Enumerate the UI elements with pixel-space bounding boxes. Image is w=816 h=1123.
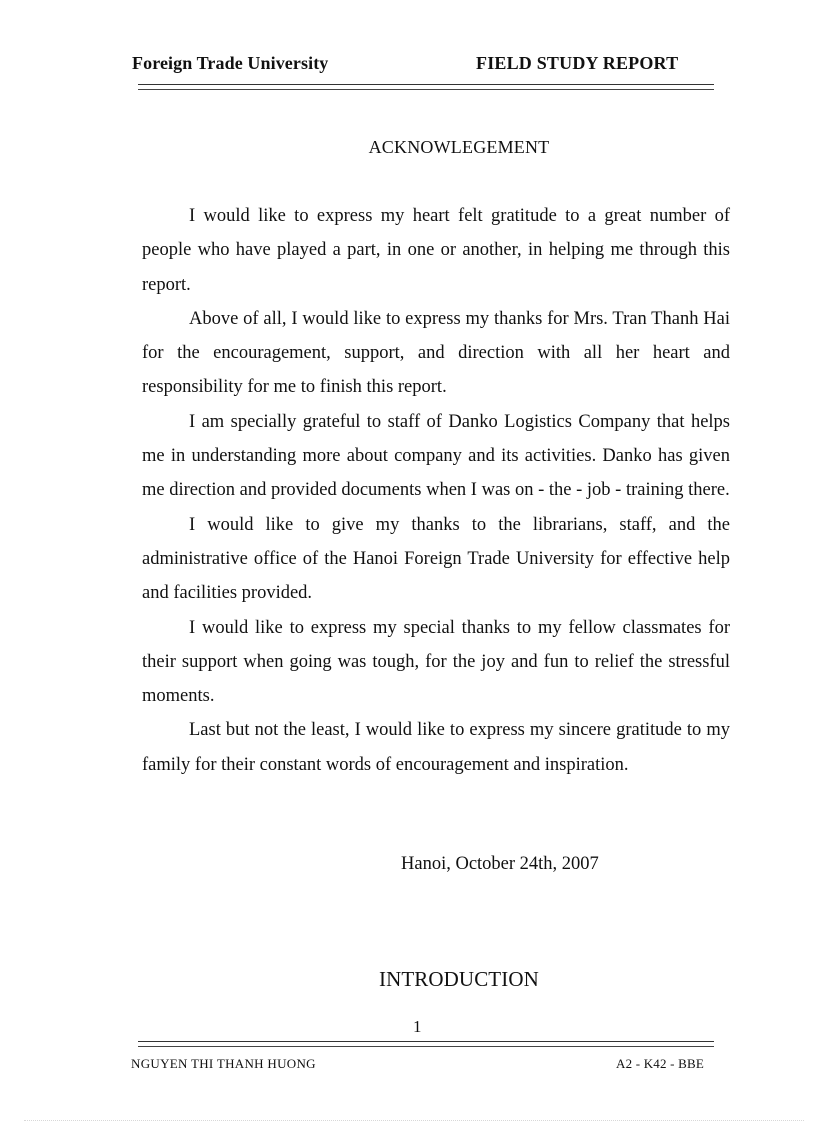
- footer-rule: [138, 1041, 714, 1047]
- footer-class-code: A2 - K42 - BBE: [616, 1056, 705, 1071]
- paragraph: I would like to express my heart felt gratitude to a great number of people who have played a part, in one or another, in helping me through this report.: [142, 206, 730, 295]
- acknowledgement-body: [142, 199, 730, 782]
- footer-student-name: NGUYEN THI THANH HUONG: [131, 1056, 316, 1071]
- page-edge-divider: [24, 1120, 804, 1121]
- introduction-heading: INTRODUCTION: [379, 967, 539, 991]
- acknowledgement-title: ACKNOWLEGEMENT: [368, 137, 550, 157]
- paragraph: I would like to give my thanks to the librarians, staff, and the administrative office of the Hanoi Foreign Trade University for effective help and facilities provided.: [142, 514, 730, 604]
- header-report-title: FIELD STUDY REPORT: [476, 53, 679, 73]
- page-number: 1: [413, 1017, 422, 1036]
- header-university: Foreign Trade University: [132, 53, 329, 73]
- header-rule: [138, 84, 714, 90]
- paragraph: Above of all, I would like to express my thanks for Mrs. Tran Thanh Hai for the encouragement, support, and direction with all her heart and responsibility for me to finish this report.: [142, 308, 730, 398]
- signature-date: Hanoi, October 24th, 2007: [401, 854, 599, 874]
- paragraph: Last but not the least, I would like to express my sincere gratitude to my family for their constant words of encouragement and inspiration.: [142, 720, 730, 775]
- paragraph: I would like to express my special thanks to my fellow classmates for their support when going was tough, for the joy and fun to relief the stressful moments.: [142, 617, 730, 707]
- paragraph: I am specially grateful to staff of Danko Logistics Company that helps me in understanding more about company and its activities. Danko has given me direction and provided documents when I was on - the - job - training there.: [142, 411, 730, 501]
